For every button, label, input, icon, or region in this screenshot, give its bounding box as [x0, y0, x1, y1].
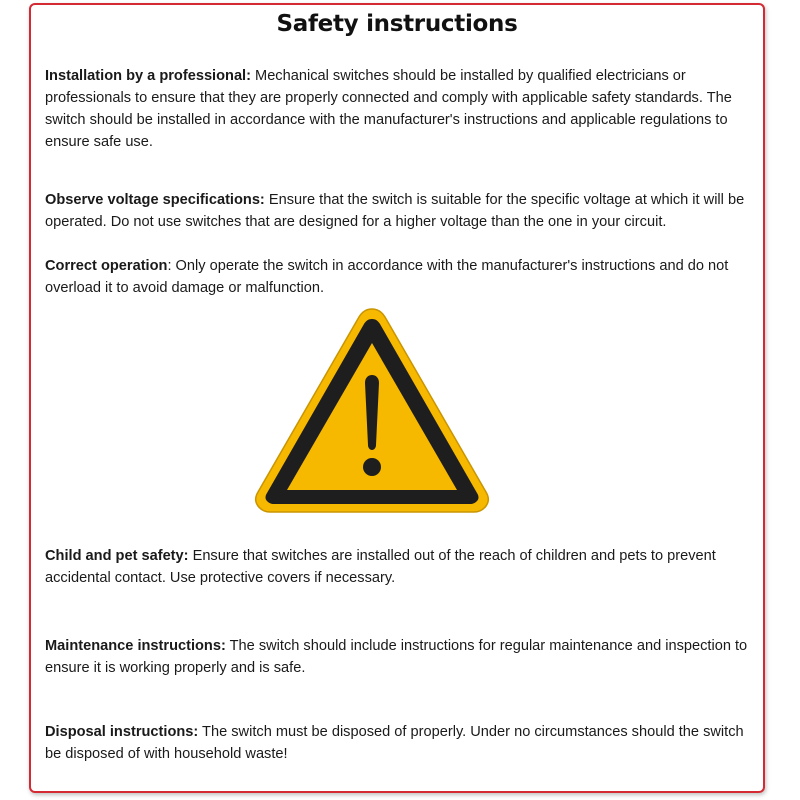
section-label: Installation by a professional:: [45, 68, 251, 84]
section-text: : Only operate the switch in accordance with the manufacturer's instructions and do not overload it to avoid damage or malfunction.: [45, 258, 729, 296]
section-text: The switch should include instructions for regular maintenance and inspection to ensure it is working properly and is safe.: [45, 638, 748, 676]
section-maintenance: [45, 635, 755, 679]
section-label: Observe voltage specifications:: [45, 192, 265, 208]
section-label: Maintenance instructions:: [45, 638, 226, 654]
exclamation-dot: [363, 458, 381, 476]
section-label: Correct operation: [45, 258, 168, 274]
section-voltage: [45, 189, 755, 233]
section-installation: [45, 65, 755, 153]
section-label: Disposal instructions:: [45, 724, 199, 740]
section-text: Ensure that switches are installed out of the reach of children and pets to prevent accidental contact. Use protective covers if necessary.: [45, 548, 716, 586]
page-title: Safety instructions: [276, 11, 518, 37]
section-text: Ensure that the switch is suitable for the specific voltage at which it will be operated. Do not use switches that are designed for a higher voltage than the one in your circuit.: [45, 192, 745, 230]
section-child-pet-safety: [45, 545, 755, 589]
section-disposal: [45, 721, 755, 765]
warning-triangle-icon: [253, 305, 491, 515]
section-text: The switch must be disposed of properly. Under no circumstances should the switch be disposed of with household waste!: [45, 724, 744, 762]
section-operation: [45, 255, 755, 299]
section-text: Mechanical switches should be installed by qualified electricians or professionals to ensure that they are properly connected and comply with applicable safety standards. The switch should be installed in accordance with the manufacturer's instructions and applicable regulations to ensure safe use.: [45, 68, 732, 150]
section-label: Child and pet safety:: [45, 548, 189, 564]
safety-instructions-card: [29, 3, 765, 793]
